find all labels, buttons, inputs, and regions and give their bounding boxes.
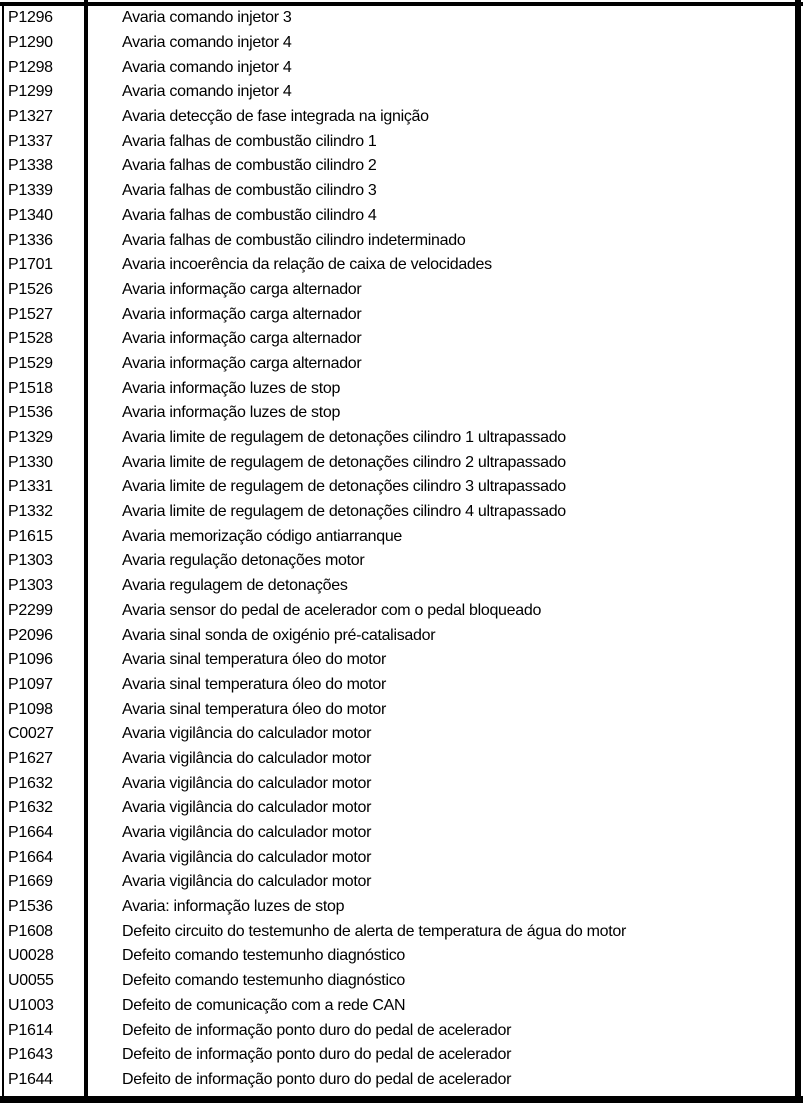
dtc-code: P1336 (8, 231, 53, 249)
table-row (4, 253, 795, 278)
dtc-description: Defeito de informação ponto duro do pedal de acelerador (122, 1021, 512, 1039)
table-row (4, 574, 795, 599)
dtc-code: P2299 (8, 601, 53, 619)
table-row (4, 599, 795, 624)
dtc-code: P1296 (8, 9, 53, 27)
dtc-code: P1339 (8, 182, 53, 200)
table-row (4, 747, 795, 772)
dtc-code: P1527 (8, 305, 53, 323)
table-row (4, 895, 795, 920)
dtc-description: Avaria vigilância do calculador motor (122, 774, 372, 792)
dtc-code: P1098 (8, 700, 53, 718)
dtc-description: Defeito de informação ponto duro do pedal de acelerador (122, 1046, 512, 1064)
dtc-description: Avaria falhas de combustão cilindro indeterminado (122, 231, 466, 249)
dtc-description: Avaria vigilância do calculador motor (122, 799, 372, 817)
dtc-code: U0028 (8, 947, 54, 965)
table-row (4, 204, 795, 229)
dtc-description: Avaria informação luzes de stop (122, 404, 341, 422)
dtc-description: Avaria informação carga alternador (122, 280, 362, 298)
dtc-code: P1536 (8, 898, 53, 916)
dtc-description: Avaria falhas de combustão cilindro 2 (122, 157, 377, 175)
dtc-description: Avaria limite de regulagem de detonações cilindro 4 ultrapassado (122, 503, 566, 521)
dtc-description: Avaria informação luzes de stop (122, 379, 341, 397)
table-row (4, 80, 795, 105)
dtc-code: P1332 (8, 503, 53, 521)
dtc-code: P1331 (8, 478, 53, 496)
dtc-description: Avaria limite de regulagem de detonações cilindro 1 ultrapassado (122, 429, 566, 447)
dtc-description: Avaria limite de regulagem de detonações cilindro 3 ultrapassado (122, 478, 566, 496)
table-row (4, 6, 795, 31)
table-row (4, 327, 795, 352)
table-row (4, 919, 795, 944)
table-row (4, 697, 795, 722)
dtc-code: P1327 (8, 108, 53, 126)
dtc-code: P1518 (8, 379, 53, 397)
dtc-code: C0027 (8, 725, 54, 743)
dtc-description: Avaria falhas de combustão cilindro 3 (122, 182, 377, 200)
table-row (4, 771, 795, 796)
dtc-code: P1338 (8, 157, 53, 175)
table-border-right (795, 0, 801, 1103)
dtc-description: Defeito de comunicação com a rede CAN (122, 996, 406, 1014)
dtc-code: P1303 (8, 552, 53, 570)
dtc-code: U0055 (8, 972, 54, 990)
dtc-code: P1632 (8, 774, 53, 792)
dtc-description: Avaria vigilância do calculador motor (122, 749, 372, 767)
table-row (4, 796, 795, 821)
dtc-code: P1614 (8, 1021, 53, 1039)
table-row (4, 1043, 795, 1068)
table-row (4, 302, 795, 327)
table-row (4, 401, 795, 426)
table-row (4, 450, 795, 475)
dtc-description: Avaria comando injetor 4 (122, 34, 292, 52)
table-row (4, 278, 795, 303)
dtc-description: Avaria sensor do pedal de acelerador com o pedal bloqueado (122, 601, 542, 619)
table-row (4, 129, 795, 154)
dtc-description: Defeito comando testemunho diagnóstico (122, 947, 406, 965)
dtc-description: Avaria comando injetor 4 (122, 83, 292, 101)
dtc-description: Avaria falhas de combustão cilindro 4 (122, 206, 377, 224)
dtc-code: U1003 (8, 996, 54, 1014)
dtc-description: Avaria vigilância do calculador motor (122, 873, 372, 891)
table-row (4, 845, 795, 870)
table-row (4, 105, 795, 130)
table-row (4, 549, 795, 574)
dtc-description: Avaria detecção de fase integrada na ignição (122, 108, 429, 126)
dtc-code: P1528 (8, 330, 53, 348)
table-border-bottom (0, 1096, 803, 1103)
dtc-description: Avaria informação carga alternador (122, 330, 362, 348)
table-row (4, 1018, 795, 1043)
dtc-description: Avaria falhas de combustão cilindro 1 (122, 132, 377, 150)
table-row (4, 944, 795, 969)
dtc-code: P1526 (8, 280, 53, 298)
table-row (4, 623, 795, 648)
dtc-description: Avaria sinal temperatura óleo do motor (122, 651, 387, 669)
dtc-code: P1643 (8, 1046, 53, 1064)
table-row (4, 673, 795, 698)
dtc-description: Avaria sinal temperatura óleo do motor (122, 675, 387, 693)
dtc-code: P1664 (8, 848, 53, 866)
table-row (4, 648, 795, 673)
dtc-code: P1329 (8, 429, 53, 447)
dtc-description: Avaria informação carga alternador (122, 305, 362, 323)
table-row (4, 55, 795, 80)
dtc-code: P1337 (8, 132, 53, 150)
dtc-description: Avaria comando injetor 3 (122, 9, 292, 27)
dtc-description: Avaria limite de regulagem de detonações cilindro 2 ultrapassado (122, 453, 566, 471)
dtc-description: Avaria vigilância do calculador motor (122, 848, 372, 866)
table-row (4, 154, 795, 179)
dtc-code: P1632 (8, 799, 53, 817)
table-row (4, 870, 795, 895)
table-row (4, 475, 795, 500)
dtc-description: Avaria sinal sonda de oxigénio pré-catalisador (122, 626, 436, 644)
table-row (4, 179, 795, 204)
dtc-code: P1340 (8, 206, 53, 224)
table-row (4, 524, 795, 549)
table-row (4, 1068, 795, 1093)
dtc-code: P2096 (8, 626, 53, 644)
dtc-description: Avaria: informação luzes de stop (122, 898, 345, 916)
table-row (4, 31, 795, 56)
fault-code-table (4, 6, 795, 1092)
dtc-code: P1096 (8, 651, 53, 669)
dtc-description: Defeito comando testemunho diagnóstico (122, 972, 406, 990)
dtc-description: Defeito de informação ponto duro do pedal de acelerador (122, 1070, 512, 1088)
dtc-description: Avaria regulagem de detonações (122, 577, 348, 595)
dtc-description: Avaria memorização código antiarranque (122, 527, 403, 545)
dtc-code: P1644 (8, 1070, 53, 1088)
dtc-description: Avaria vigilância do calculador motor (122, 824, 372, 842)
dtc-code: P1627 (8, 749, 53, 767)
dtc-description: Avaria vigilância do calculador motor (122, 725, 372, 743)
table-row (4, 500, 795, 525)
table-row (4, 376, 795, 401)
dtc-code: P1330 (8, 453, 53, 471)
dtc-description: Avaria informação carga alternador (122, 354, 362, 372)
table-row (4, 994, 795, 1019)
table-row (4, 722, 795, 747)
dtc-code: P1303 (8, 577, 53, 595)
dtc-code: P1298 (8, 58, 53, 76)
dtc-description: Defeito circuito do testemunho de alerta de temperatura de água do motor (122, 922, 627, 940)
dtc-code: P1615 (8, 527, 53, 545)
dtc-description: Avaria sinal temperatura óleo do motor (122, 700, 387, 718)
table-row (4, 821, 795, 846)
dtc-code: P1290 (8, 34, 53, 52)
dtc-code: P1529 (8, 354, 53, 372)
dtc-description: Avaria comando injetor 4 (122, 58, 292, 76)
dtc-description: Avaria incoerência da relação de caixa de velocidades (122, 256, 492, 274)
dtc-code: P1536 (8, 404, 53, 422)
table-row (4, 352, 795, 377)
dtc-code: P1701 (8, 256, 53, 274)
dtc-description: Avaria regulação detonações motor (122, 552, 365, 570)
table-row (4, 969, 795, 994)
dtc-code: P1669 (8, 873, 53, 891)
dtc-code: P1608 (8, 922, 53, 940)
dtc-code: P1299 (8, 83, 53, 101)
dtc-code: P1664 (8, 824, 53, 842)
dtc-code: P1097 (8, 675, 53, 693)
table-row (4, 426, 795, 451)
table-row (4, 228, 795, 253)
